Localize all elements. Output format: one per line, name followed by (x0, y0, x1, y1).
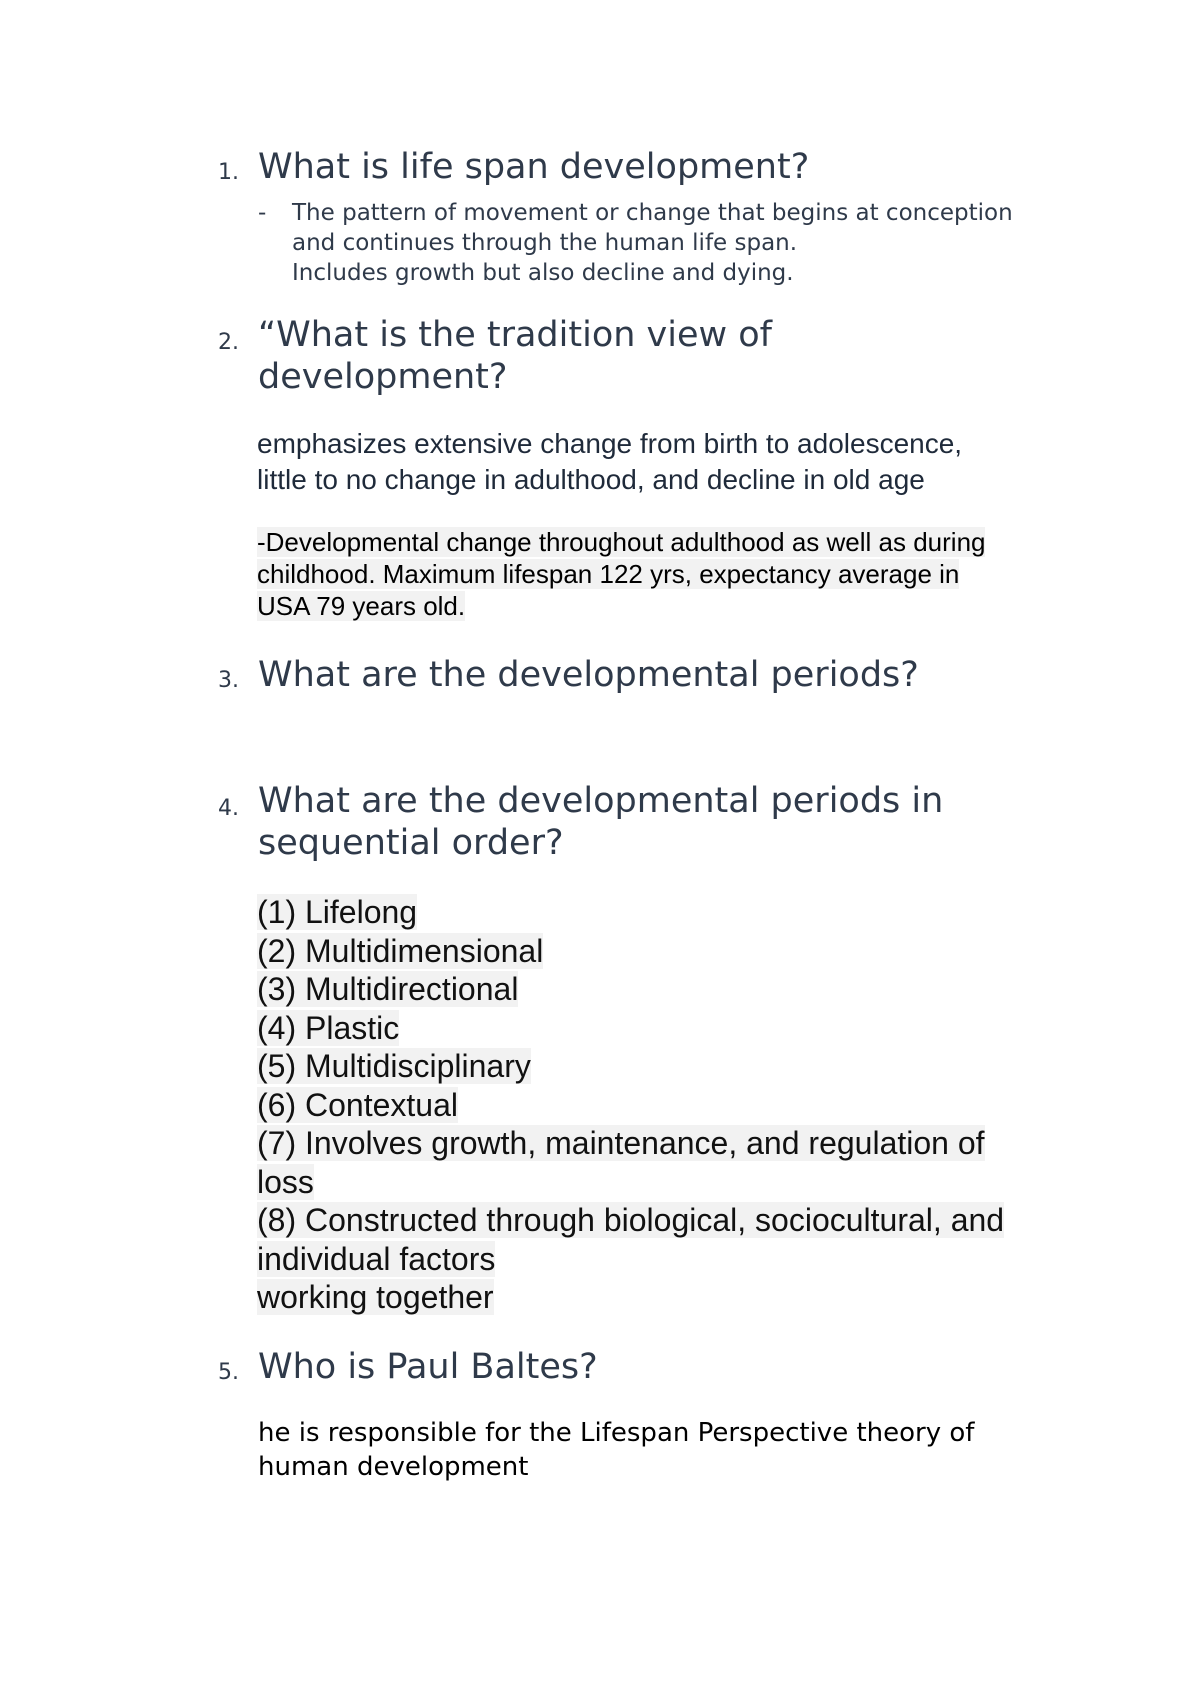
question-text-line: sequential order? (258, 823, 564, 863)
list-item: loss (257, 1163, 314, 1200)
answer-line: -Developmental change throughout adulthood as well as during (257, 527, 986, 557)
list-item: (5) Multidisciplinary (257, 1048, 531, 1084)
answer-line: emphasizes extensive change from birth to adolescence, (257, 428, 963, 459)
answer-2-lifespan-view (257, 526, 1077, 622)
list-item: (8) Constructed through biological, sociocultural, and (257, 1202, 1005, 1238)
answer-line: he is responsible for the Lifespan Perspective theory of (258, 1418, 975, 1448)
list-item: (3) Multidirectional (257, 971, 519, 1007)
answer-5 (258, 1416, 1058, 1484)
answer-line: USA 79 years old. (257, 591, 466, 621)
question-2 (218, 314, 1078, 404)
question-3 (218, 654, 1078, 704)
question-number: 1. (218, 160, 239, 185)
question-text (258, 314, 1038, 398)
question-number: 3. (218, 668, 239, 693)
list-item: (7) Involves growth, maintenance, and regulation of (257, 1125, 985, 1161)
question-number: 2. (218, 330, 239, 355)
question-4 (218, 780, 1078, 870)
question-number: 5. (218, 1360, 239, 1385)
question-text: What are the developmental periods? (258, 655, 919, 695)
question-text-line: “What is the tradition view of (258, 315, 772, 355)
list-item: working together (257, 1279, 494, 1315)
answer-line: Includes growth but also decline and dying. (292, 260, 794, 286)
question-text: What is life span development? (258, 147, 810, 187)
question-text-line: development? (258, 357, 508, 397)
answer-line: human development (258, 1452, 529, 1482)
answer-line: childhood. Maximum lifespan 122 yrs, expectancy average in (257, 559, 960, 589)
answer-1-lines (292, 198, 1082, 288)
answer-4-list (257, 893, 1077, 1317)
question-1 (218, 146, 1078, 196)
dash-bullet: - (258, 200, 267, 226)
answer-line: and continues through the human life span. (292, 230, 798, 256)
question-5 (218, 1346, 1078, 1396)
answer-line: little to no change in adulthood, and decline in old age (257, 464, 925, 495)
list-item: (1) Lifelong (257, 894, 418, 930)
answer-line: The pattern of movement or change that begins at conception (292, 200, 1013, 226)
question-text-line: What are the developmental periods in (258, 781, 944, 821)
list-item: individual factors (257, 1240, 496, 1277)
question-number: 4. (218, 796, 239, 821)
answer-2-traditional-view (257, 426, 1057, 498)
list-item: (6) Contextual (257, 1086, 458, 1123)
list-item: (4) Plastic (257, 1009, 400, 1046)
question-text: Who is Paul Baltes? (258, 1347, 598, 1387)
question-text (258, 780, 1038, 864)
list-item: (2) Multidimensional (257, 932, 544, 969)
